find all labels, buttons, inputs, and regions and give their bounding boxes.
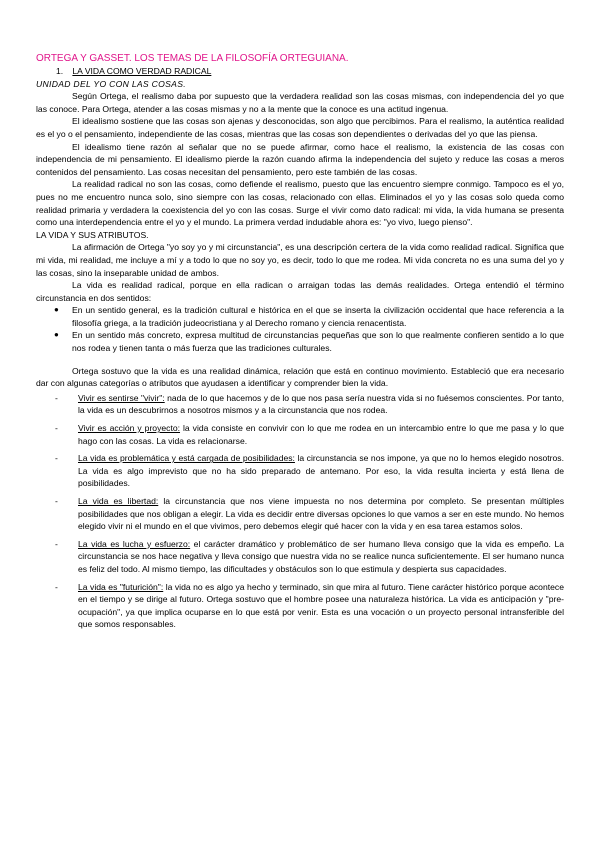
document-page [36,52,564,636]
dash-icon: - [55,423,58,434]
list-item: - La vida es problemática y está cargada de posibilidades: la circunstancia se nos impone, ya que no lo hemos elegido nosotros. La vida es algo imprevisto que no ha sido preparado de antemano. Por eso, la vida resulta incierta y está llena de posibilidades. [55,453,564,489]
list-item: - La vida es "futurición": la vida no es algo ya hecho y terminado, sin que mira al futuro. Tiene carácter histórico porque acontece en el tiempo y se dirige al futuro. Ortega sostuvo que el hombre posee una naturaleza histórica. La vida es anticipación y "pre-ocupación", ya que implica ocuparse en lo que está por venir. Esta es una vocación o un proyecto personal intransferible del que somos responsables. [55,581,564,630]
paragraph-realismo: Según Ortega, el realismo daba por supuesto que la verdadera realidad son las cosas mismas, con independencia del yo que las conoce. Para Ortega, atender a las cosas mismas y no a la mente que la conoce es una actitud ingenua. [36,91,564,114]
heading-vida-atributos: LA VIDA Y SUS ATRIBUTOS. [36,229,149,240]
paragraph-realidad-radical-2: La vida es realidad radical, porque en ella radican o arraigan todas las demás realidades. Ortega entendió el término circunstancia en dos sentidos: [36,280,564,303]
paragraph-realidad-radical: La realidad radical no son las cosas, como defiende el realismo, puesto que las encuentro siempre conmigo. Tampoco es el yo, pues no me encuentro nunca solo, sino siempre con las cosas, relacionado con ellas. Eliminados el yo y las cosas solo queda como realidad primaria y verdadera la coexistencia del yo con las cosas. Surge el vivir como dato radical: mi vida, la vida humana se presenta como una interdependencia entre el yo y el mundo. La primera verdad indudable ahora es: "yo vivo, luego pienso". [36,179,564,228]
subheading-unidad: UNIDAD DEL YO CON LAS COSAS. [36,78,186,89]
list-item: - La vida es libertad: la circunstancia que nos viene impuesta no nos determina por completo. Se presentan múltiples posibilidades que nos obligan a elegir. La vida es decidir entre diversas opciones lo que vamos a ser en este mundo. No hemos elegido vivir ni el mundo en el que vivimos, pero debemos elegir qué hacer con la vida y en esa tarea estamos solos. [55,496,565,532]
dash-icon: - [55,392,58,403]
paragraph-idealismo: El idealismo sostiene que las cosas son ajenas y desconocidas, son algo que percibimos. Para el realismo, la auténtica realidad es el yo o el pensamiento, independiente de las cosas, mientras que las cosas son dependientes o derivadas del yo que las piensa. [36,116,564,139]
document-title: ORTEGA Y GASSET. LOS TEMAS DE LA FILOSOFÍA ORTEGUIANA. [36,53,349,64]
dash-icon: - [55,581,58,592]
paragraph-circunstancia: La afirmación de Ortega "yo soy yo y mi circunstancia", es una descripción certera de la vida como realidad radical. Significa que mi vida, mi realidad, me incluye a mí y a todo lo que no soy yo, es decir, todo lo que me rodea. Mi vida concreta no es una suma del yo y las cosas, sino la inseparable unidad de ambos. [36,242,564,278]
bullet-icon: ● [54,305,59,315]
paragraph-idealismo-razon: El idealismo tiene razón al señalar que no se puede afirmar, como hace el realismo, la existencia de las cosas con independencia de mi pensamiento. El idealismo pierde la razón cuando afirma la independencia del sujeto y reduce las cosas a meros contenidos del pensamiento. Las cosas necesitan del pensamiento, pero este también de las cosas. [36,141,564,177]
section-title: LA VIDA COMO VERDAD RADICAL [72,66,212,76]
list-item: - La vida es lucha y esfuerzo: el carácter dramático y problemático de ser humano lleva consigo que la vida es empeño. La circunstancia se nos hace negativa y lleva consigo que nuestra vida no se realice nunca suficientemente. El ser humano nunca es feliz del todo. Al mismo tiempo, las dificultades y obstáculos son lo que estimula y despierta sus capacidades. [55,538,565,574]
dash-icon: - [55,538,58,549]
attribute-term: La vida es libertad: [78,496,159,506]
paragraph-dinamica: Ortega sostuvo que la vida es una realidad dinámica, relación que está en continuo movimiento. Estableció que era necesario dar con algunas categorías o atributos que ayudasen a identificar y comprender bien la vida. [36,365,564,389]
attribute-term: La vida es "futurición": [78,581,164,592]
list-item: - Vivir es sentirse "vivir": nada de lo que hacemos y de lo que nos pasa sería nuestra vida si no fuésemos conscientes. Por tanto, la vida es un descubrirnos a nosotros mismos y a la circunstancia que nos rodea. [55,392,564,416]
bullet-list [36,304,564,354]
attribute-term: Vivir es sentirse "vivir": [78,392,165,403]
attribute-term: Vivir es acción y proyecto: [78,423,181,434]
list-item: - Vivir es acción y proyecto: la vida consiste en convivir con lo que me rodea en un intercambio entre lo que me pasa y lo que hago con las cosas. La vida es relacionarse. [55,423,564,446]
section-number: 1. [56,66,64,76]
list-item: ● En un sentido más concreto, expresa multitud de circunstancias pequeñas que son lo que realmente confieren sentido a lo que nos rodea y tienen tanta o más fuerza que las tradiciones culturales. [54,330,564,354]
section-heading [56,65,564,78]
bullet-icon: ● [54,330,59,340]
attribute-term: La vida es lucha y esfuerzo: [78,538,191,549]
attributes-list [36,392,564,631]
list-item: ● En un sentido general, es la tradición cultural e histórica en el que se inserta la civilización occidental que hace referencia a la filosofía griega, a la tradición judeocristiana y al Derecho romano y ciencia renacentista. [54,305,564,328]
attribute-term: La vida es problemática y está cargada de posibilidades: [78,453,295,464]
dash-icon: - [55,496,58,506]
dash-icon: - [55,453,58,464]
